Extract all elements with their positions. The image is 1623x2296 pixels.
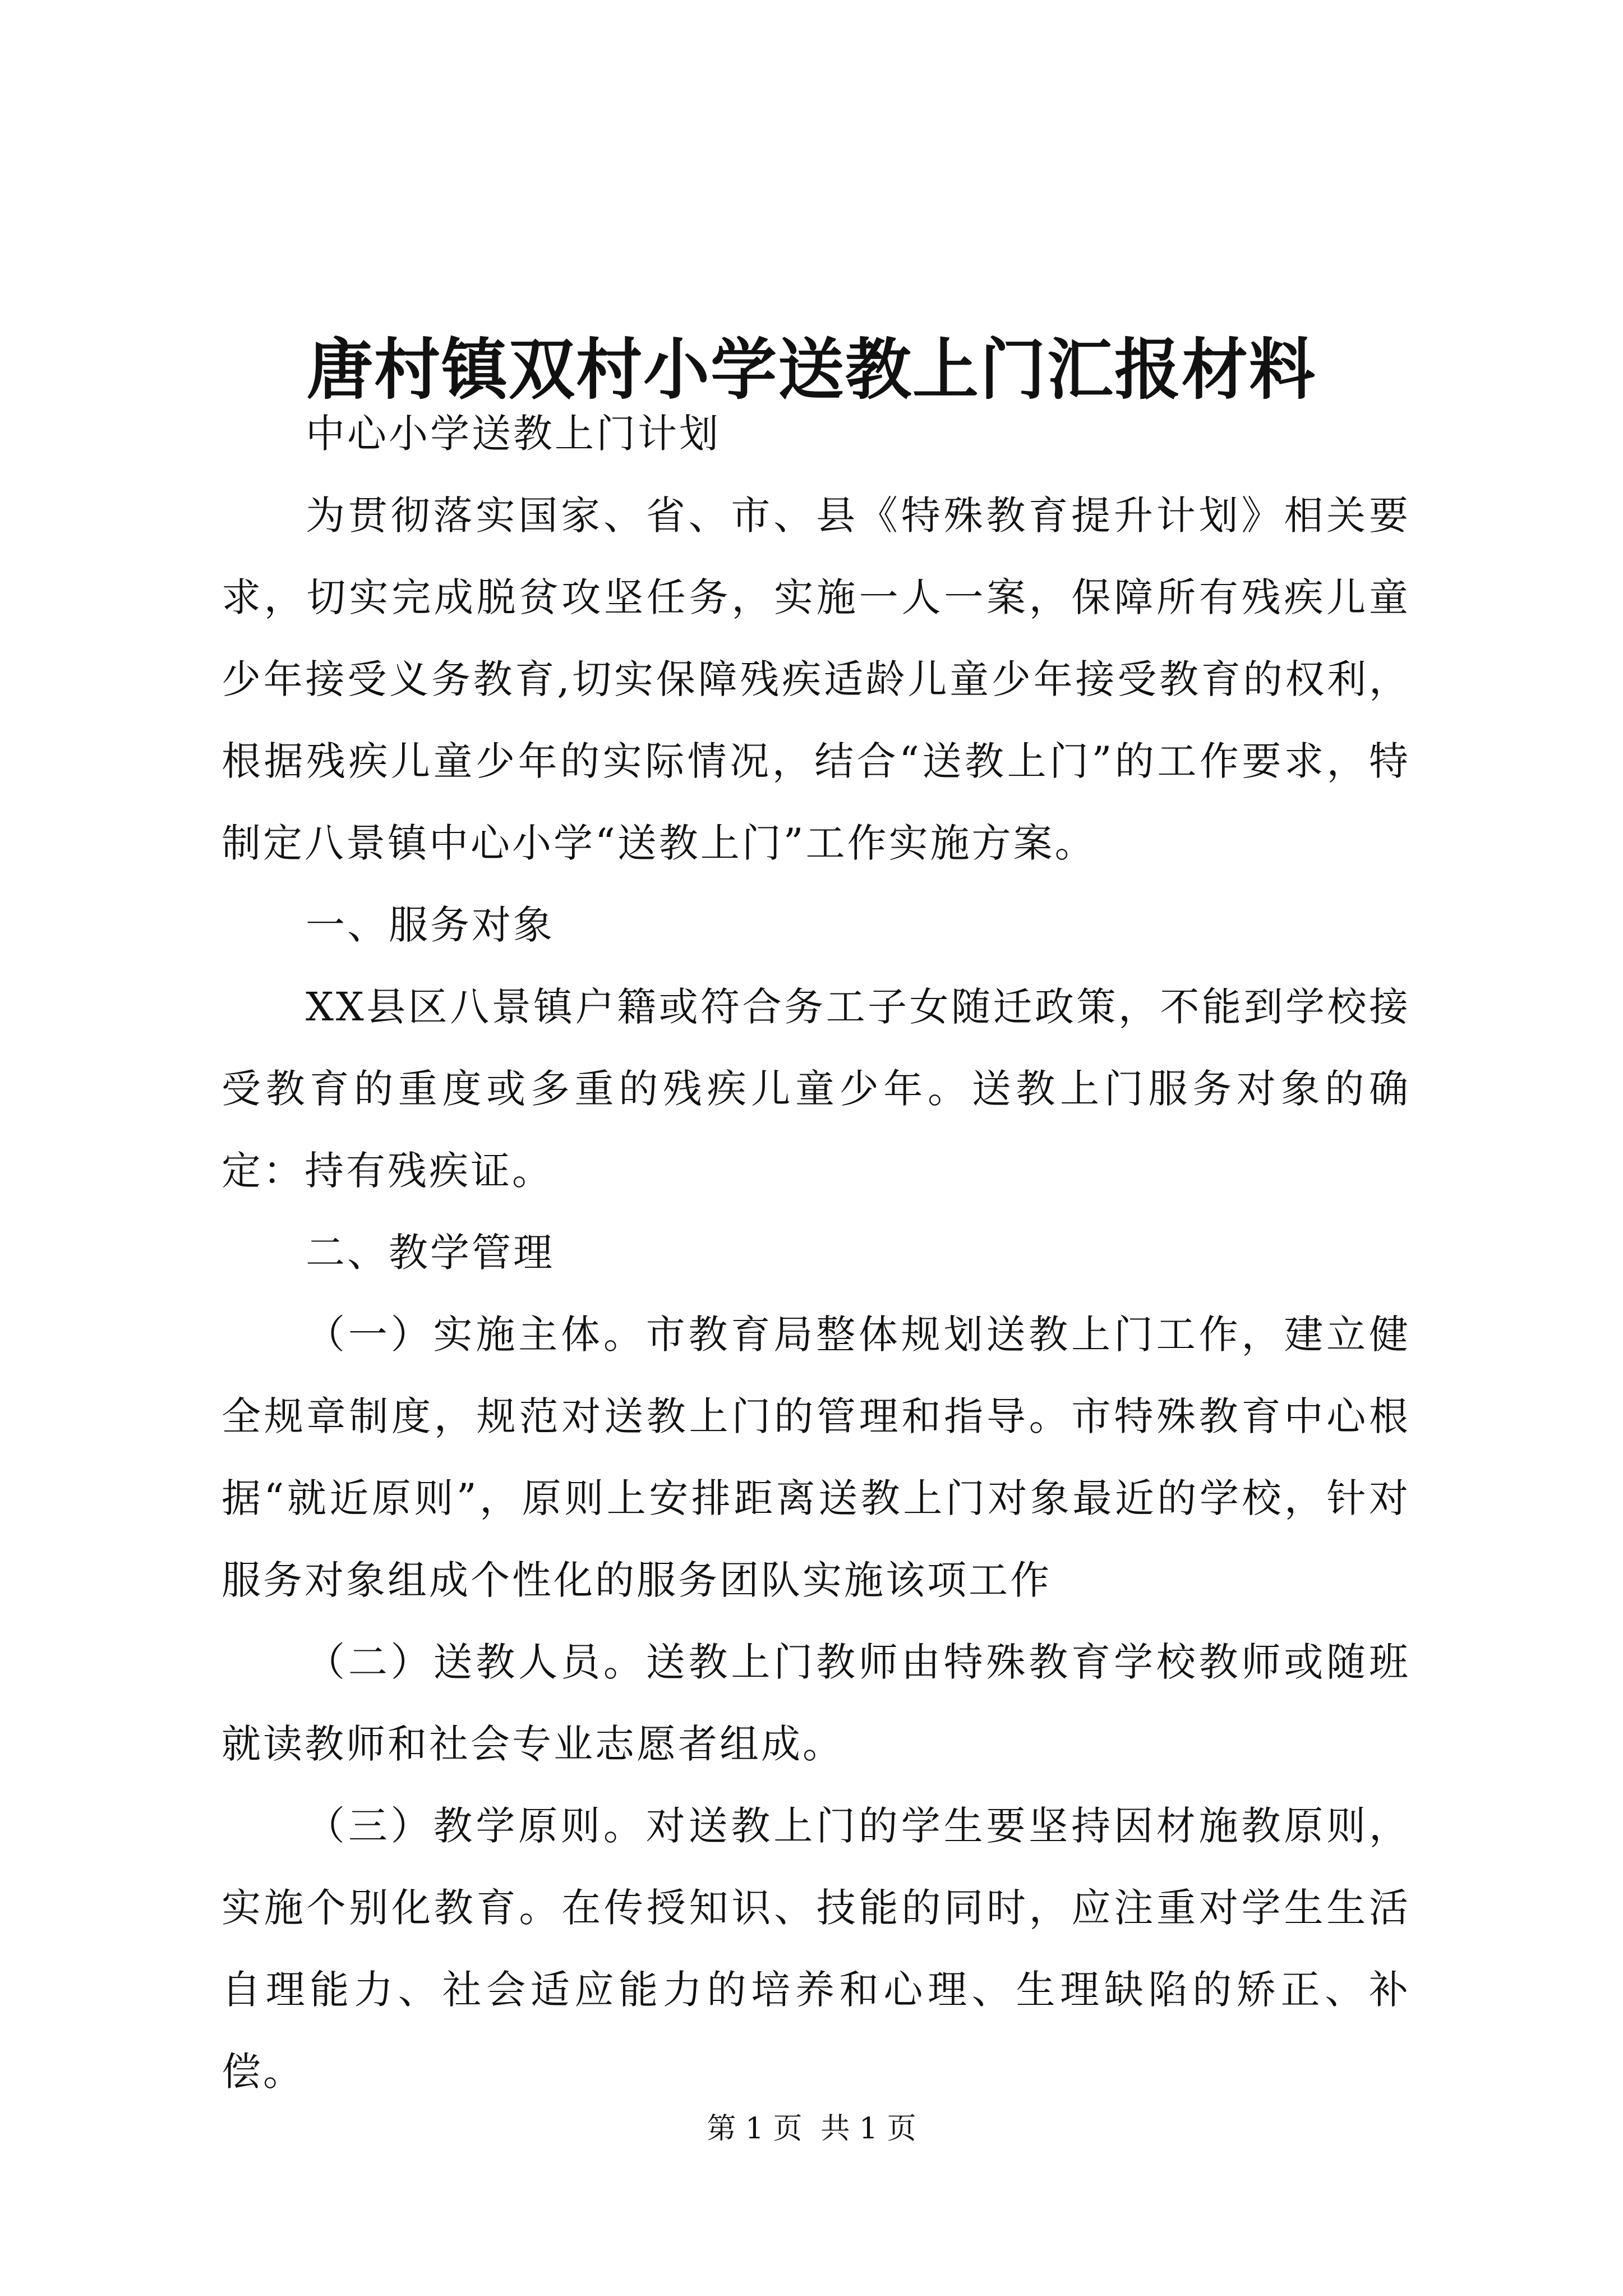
service-targets-paragraph: XX县区八景镇户籍或符合务工子女随迁政策，不能到学校接受教育的重度或多重的残疾儿童少年。送教上门服务对象的确定：持有残疾证。: [222, 984, 1410, 1194]
section-heading-teaching-management: 二、教学管理: [306, 1230, 555, 1276]
subtitle-paragraph: 中心小学送教上门计划: [306, 411, 721, 457]
page-footer: [0, 2109, 1623, 2148]
document-title: 唐村镇双村小学送教上门汇报材料: [306, 330, 1316, 409]
teaching-staff-paragraph: （二）送教人员。送教上门教师由特殊教育学校教师或随班就读教师和社会专业志愿者组成。: [222, 1639, 1410, 1767]
document-body: [222, 393, 1410, 2113]
page-number-label: 第 1 页 共 1 页: [707, 2112, 916, 2146]
section-heading-service-targets: 一、服务对象: [306, 902, 555, 948]
intro-paragraph: 为贯彻落实国家、省、市、县《特殊教育提升计划》相关要求，切实完成脱贫攻坚任务，实施一人一案，保障所有残疾儿童少年接受义务教育,切实保障残疾适龄儿童少年接受教育的权利，根据残疾儿童少年的实际情况，结合“送教上门”的工作要求，特制定八景镇中心小学“送教上门”工作实施方案。: [222, 493, 1410, 866]
implementation-subject-paragraph: （一）实施主体。市教育局整体规划送教上门工作，建立健全规章制度，规范对送教上门的管理和指导。市特殊教育中心根据“就近原则”，原则上安排距离送教上门对象最近的学校，针对服务对象组成个性化的服务团队实施该项工作: [222, 1312, 1410, 1603]
teaching-principle-paragraph: （三）教学原则。对送教上门的学生要坚持因材施教原则，实施个别化教育。在传授知识、技能的同时，应注重对学生生活自理能力、社会适应能力的培养和心理、生理缺陷的矫正、补偿。: [222, 1803, 1410, 2095]
